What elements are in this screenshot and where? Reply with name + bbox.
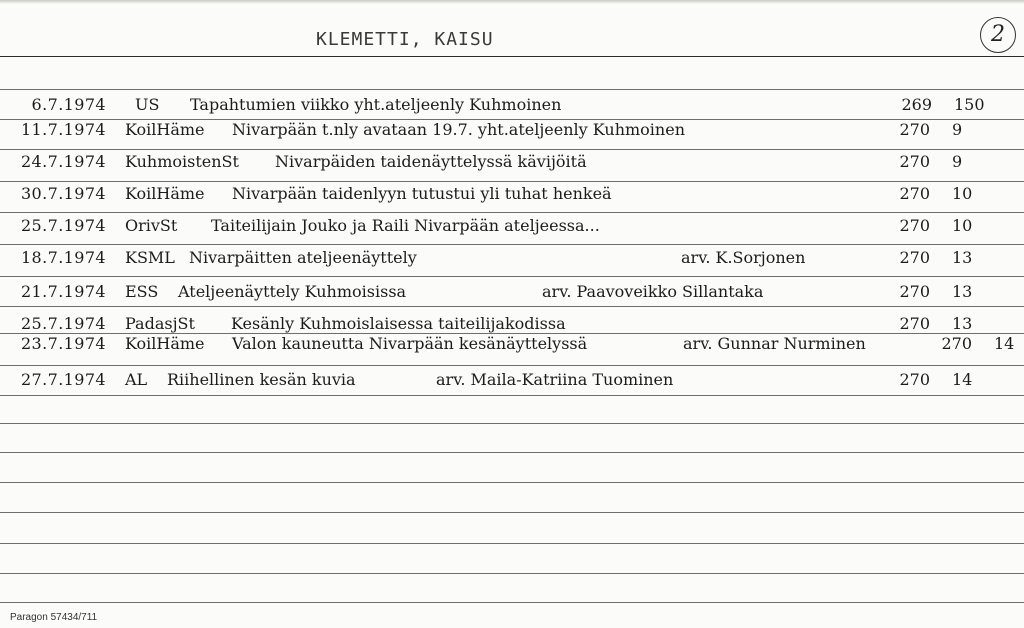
entry-source: ESS bbox=[125, 282, 159, 301]
entry-reviewer: arv. Paavoveikko Sillantaka bbox=[542, 282, 764, 301]
entry-row bbox=[0, 93, 1024, 117]
entry-title: Nivarpäiden taidenäyttelyssä kävijöitä bbox=[275, 152, 587, 171]
entry-volume: 270 bbox=[899, 184, 930, 203]
header-rule bbox=[0, 56, 1024, 57]
entry-reviewer: arv. Maila-Katriina Tuominen bbox=[436, 370, 674, 389]
ruled-line bbox=[0, 543, 1024, 544]
entry-title: Riihellinen kesän kuvia bbox=[167, 370, 356, 389]
entry-page: 150 bbox=[954, 95, 985, 114]
entry-page: 13 bbox=[952, 282, 973, 301]
entry-date: 30.7.1974 bbox=[20, 184, 106, 203]
ruled-line bbox=[0, 482, 1024, 483]
ruled-line bbox=[0, 212, 1024, 213]
entry-title: Ateljeenäyttely Kuhmoisissa bbox=[178, 282, 407, 301]
entry-source: US bbox=[135, 95, 160, 114]
entry-page: 10 bbox=[952, 184, 973, 203]
entry-row bbox=[0, 280, 1024, 304]
entry-title: Nivarpään t.nly avataan 19.7. yht.ateljeenly Kuhmoinen bbox=[232, 120, 685, 139]
entry-row bbox=[0, 150, 1024, 174]
card-number-badge: 2 bbox=[980, 17, 1016, 53]
entry-row bbox=[0, 182, 1024, 206]
entry-page: 14 bbox=[994, 334, 1015, 353]
entry-page: 13 bbox=[952, 248, 973, 267]
entry-date: 27.7.1974 bbox=[20, 370, 106, 389]
entry-volume: 270 bbox=[899, 314, 930, 333]
entry-source: KoilHäme bbox=[125, 184, 205, 203]
ruled-line bbox=[0, 89, 1024, 90]
entry-volume: 270 bbox=[899, 216, 930, 235]
entry-source: KSML bbox=[125, 248, 175, 267]
ruled-line bbox=[0, 276, 1024, 277]
entry-page: 13 bbox=[952, 314, 973, 333]
entry-source: KoilHäme bbox=[125, 334, 205, 353]
entry-page: 9 bbox=[952, 152, 963, 171]
entry-row bbox=[0, 332, 1024, 356]
card-title: KLEMETTI, KAISU bbox=[316, 29, 494, 50]
entry-source: KuhmoistenSt bbox=[125, 152, 239, 171]
entry-title: Nivarpään taidenlyyn tutustui yli tuhat henkeä bbox=[232, 184, 612, 203]
entry-row bbox=[0, 214, 1024, 238]
entry-volume: 270 bbox=[941, 334, 972, 353]
entry-volume: 270 bbox=[899, 370, 930, 389]
entry-row bbox=[0, 368, 1024, 392]
entry-reviewer: arv. K.Sorjonen bbox=[681, 248, 806, 267]
entry-title: Nivarpäitten ateljeenäyttely bbox=[189, 248, 417, 267]
entry-reviewer: arv. Gunnar Nurminen bbox=[683, 334, 866, 353]
entry-source: AL bbox=[125, 370, 148, 389]
entry-title: Taiteilijain Jouko ja Raili Nivarpään ateljeessa... bbox=[211, 216, 600, 235]
ruled-line bbox=[0, 602, 1024, 603]
entry-volume: 269 bbox=[901, 95, 932, 114]
entry-page: 9 bbox=[952, 120, 963, 139]
ruled-line bbox=[0, 395, 1024, 396]
entry-date: 11.7.1974 bbox=[20, 120, 106, 139]
entry-date: 23.7.1974 bbox=[20, 334, 106, 353]
entry-volume: 270 bbox=[899, 248, 930, 267]
entry-source: PadasjSt bbox=[125, 314, 195, 333]
entry-volume: 270 bbox=[899, 282, 930, 301]
entry-date: 6.7.1974 bbox=[31, 95, 106, 114]
entry-date: 21.7.1974 bbox=[20, 282, 106, 301]
ruled-line bbox=[0, 306, 1024, 307]
entry-title: Valon kauneutta Nivarpään kesänäyttelyssä bbox=[232, 334, 588, 353]
entry-page: 10 bbox=[952, 216, 973, 235]
entry-source: OrivSt bbox=[125, 216, 178, 235]
entry-date: 18.7.1974 bbox=[20, 248, 106, 267]
entry-date: 24.7.1974 bbox=[20, 152, 106, 171]
entry-page: 14 bbox=[952, 370, 973, 389]
ruled-line bbox=[0, 452, 1024, 453]
entry-source: KoilHäme bbox=[125, 120, 205, 139]
entry-volume: 270 bbox=[899, 120, 930, 139]
entry-date: 25.7.1974 bbox=[20, 216, 106, 235]
entry-date: 25.7.1974 bbox=[20, 314, 106, 333]
ruled-line bbox=[0, 365, 1024, 366]
card-top-edge bbox=[0, 0, 1024, 4]
card-footer-print: Paragon 57434/711 bbox=[10, 612, 98, 623]
entry-title: Tapahtumien viikko yht.ateljeenly Kuhmoinen bbox=[190, 95, 562, 114]
ruled-line bbox=[0, 423, 1024, 424]
entry-volume: 270 bbox=[899, 152, 930, 171]
entry-title: Kesänly Kuhmoislaisessa taiteilijakodissa bbox=[231, 314, 566, 333]
entry-row bbox=[0, 118, 1024, 142]
ruled-line bbox=[0, 512, 1024, 513]
entry-row bbox=[0, 246, 1024, 270]
ruled-line bbox=[0, 573, 1024, 574]
ruled-line bbox=[0, 244, 1024, 245]
